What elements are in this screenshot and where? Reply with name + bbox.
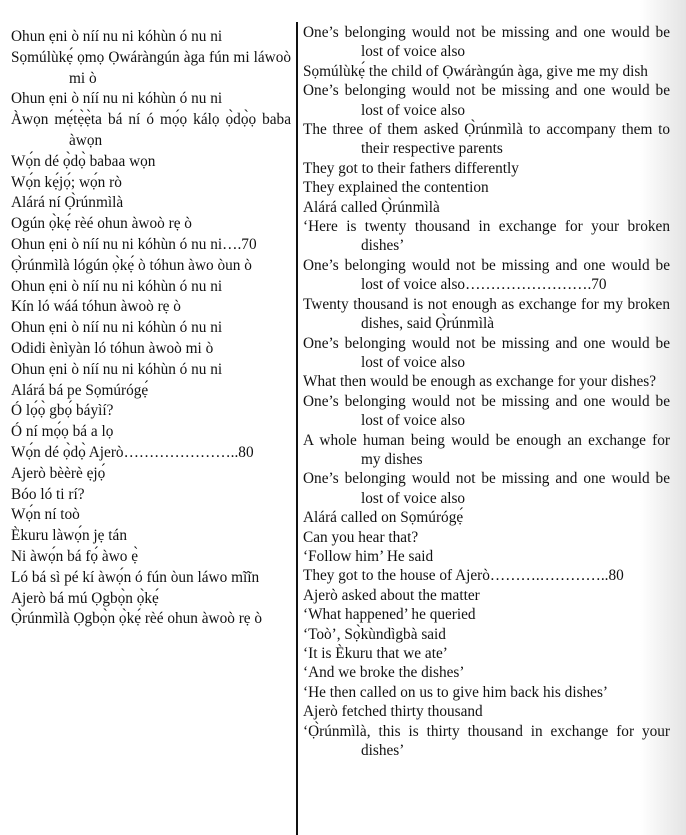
yoruba-line: Alárá ní Ọ̀rúnmìlà [11,194,124,212]
english-line: They explained the contention [303,179,489,197]
column-divider [296,22,298,835]
yoruba-line: Odidi ènìyàn ló tóhun àwoò mi ò [11,339,214,357]
yoruba-line: Àwọn mẹ́tẹ̀ẹ̀ta bá ní ó mọ́ọ kálọ ọ̀dọ̀ọ baba àwọn [11,111,291,149]
yoruba-line: Wọ́n ní toò [11,506,80,524]
english-line: One’s belonging would not be missing and one would be lost of voice also [303,24,670,61]
english-line: They got to the house of Ajerò……….…………..80 [303,567,624,585]
english-line: One’s belonging would not be missing and one would be lost of voice also [303,334,670,371]
yoruba-line: Ni àwọ́n bá fọ́ àwo ẹ̀ [11,547,139,565]
english-line: ‘Follow him’ He said [303,547,434,565]
yoruba-column [11,27,291,630]
english-line: ‘Toò’, Sọ̀kùndìgbà said [303,625,446,643]
english-line: Twenty thousand is not enough as exchange for my broken dishes, said Ọ̀rúnmìlà [303,295,670,333]
yoruba-line: Wọ́n kẹ́jọ́; wọ́n rò [11,173,122,191]
english-line: One’s belonging would not be missing and one would be lost of voice also [303,392,670,430]
yoruba-line: Ajerò bá mú Ọgbọ̀n ọ̀kẹ́ [11,589,159,607]
yoruba-line: Ọ̀rúnmìlà lógún ọ̀kẹ́ ò tóhun àwo òun ò [11,256,252,274]
yoruba-line: Alárá bá pe Sọmúrógẹ́ [11,381,149,399]
english-line: What then would be enough as exchange for your dishes? [303,373,656,391]
yoruba-line: Bóo ló ti rí? [11,485,85,503]
english-line: One’s belonging would not be missing and one would be lost of voice also…………………….70 [303,256,670,294]
yoruba-line: Ohun ẹni ò níí nu ni kóhùn ó nu ni [11,360,223,378]
yoruba-line: Ló bá sì pé kí àwọ́n ó fún òun láwo mĩĩn [11,568,260,586]
yoruba-line: Wọ́n dé ọ̀dọ̀ Ajerò…………………..80 [11,443,254,461]
english-line: One’s belonging would not be missing and one would be lost of voice also [303,470,670,507]
yoruba-line: Kín ló wáá tóhun àwoò rẹ ò [11,298,181,316]
english-line: ‘It is Èkuru that we ate’ [303,645,448,662]
english-column [303,23,670,760]
english-line: Can you hear that? [303,528,419,546]
english-line: They got to their fathers differently [303,159,519,177]
yoruba-line: Wọ́n dé ọ̀dọ̀ babaa wọn [11,152,156,170]
yoruba-line: Ohun ẹni ò níí nu ni kóhùn ó nu ni [11,28,223,45]
english-line: A whole human being would be enough an exchange for my dishes [303,431,670,468]
english-line: Ajerò asked about the matter [303,586,480,604]
english-line: One’s belonging would not be missing and one would be lost of voice also [303,82,670,119]
english-line: Ajerò fetched thirty thousand [303,703,483,721]
yoruba-line: Sọmúlùkẹ́ ọmọ Ọwáràngún àga fún mi láwoò mi ò [11,48,291,87]
english-line: ‘He then called on us to give him back his dishes’ [303,683,609,701]
yoruba-line: Ọ̀rúnmìlà Ọgbọ̀n ọ̀kẹ́ rèé ohun àwoò rẹ ò [11,610,263,628]
yoruba-line: Ohun ẹni ò níí nu ni kóhùn ó nu ni….70 [11,235,257,253]
english-line: ‘Here is twenty thousand in exchange for your broken dishes’ [303,218,670,255]
yoruba-line: Èkuru làwọ́n jẹ tán [11,527,127,545]
english-line: ‘And we broke the dishes’ [303,664,465,682]
yoruba-line: Ogún ọ̀kẹ́ rèé ohun àwoò rẹ ò [11,215,192,233]
yoruba-line: Ó ní mọ́ọ bá a lọ [11,423,114,441]
yoruba-line: Ohun ẹni ò níí nu ni kóhùn ó nu ni [11,319,223,337]
english-line: Alárá called Ọ̀rúnmìlà [303,198,440,216]
yoruba-line: Ohun ẹni ò níí nu ni kóhùn ó nu ni [11,277,223,295]
english-line: Alárá called on Sọmúrógẹ́ [303,509,464,527]
english-line: ‘Ọ̀rúnmìlà, this is thirty thousand in exchange for your dishes’ [303,722,670,760]
english-line: Sọmúlùkẹ́ the child of Ọwáràngún àga, give me my dish [303,62,648,80]
yoruba-line: Ó lọ́ọ̀ gbọ́ báyìí? [11,402,114,420]
yoruba-line: Ajerò bèèrè ẹjọ́ [11,464,106,482]
english-line: ‘What happened’ he queried [303,606,476,624]
english-line: The three of them asked Ọ̀rúnmìlà to accompany them to their respective parents [303,121,670,158]
yoruba-line: Ohun ẹni ò níí nu ni kóhùn ó nu ni [11,90,223,108]
